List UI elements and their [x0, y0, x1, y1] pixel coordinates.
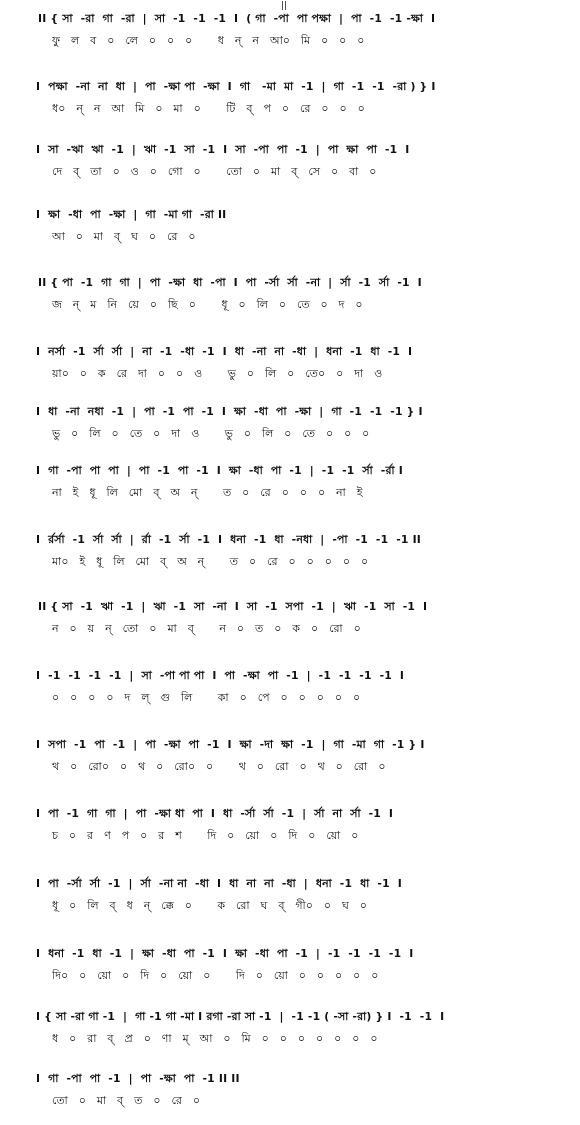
lyric-line: দি০ ০ য়ো ০ দি ০ য়ো ০ দি ০ য়ো ০ ০ ০ ০ ০ [52, 969, 379, 982]
swara-line: I { সা -রা গা -1 | গা -1 গা -মা I রগা -রা সা -1 | -1 -1 ( -সা -রা) } I -1 -1 I [36, 1010, 445, 1023]
lyric-line: ভু ০ লি ০ তে ০ দা ও ভু ০ লি ০ তে ০ ০ ০ [52, 427, 370, 440]
lyric-line: ধ০ ন্ ন আ মি ০ মা ০ টি ব্ প ০ রে ০ ০ ০ [52, 102, 365, 115]
swara-line: I সা -ঋা ঋা -1 | ঋা -1 সা -1 I সা -পা পা -1 | পা ক্ষা পা -1 I [36, 143, 410, 156]
lyric-line: তো ০ মা ব্ ত ০ রে ০ [52, 1094, 201, 1107]
swara-line: I পা -র্সা র্সা -1 | র্সা -না না -ধা I ধা না না -ধা | ধনা -1 ধা -1 I [36, 877, 402, 890]
lyric-line: মা০ ই ধূ লি মো ব্ অ ন্ ত ০ রে ০ ০ ০ ০ ০ [52, 555, 369, 568]
swara-line: I র্রর্সা -1 র্সা র্সা | র্রা -1 র্সা -1 I ধনা -1 ধা -নধা | -পা -1 -1 -1 II [36, 533, 422, 546]
lyric-line: জ ন্ ম নি য়ে ০ ছি ০ ধূ ০ লি ০ তে ০ দ ০ [52, 298, 363, 311]
swara-line: I -1 -1 -1 -1 | সা -পা পা পা I পা -ক্ষা পা -1 | -1 -1 -1 -1 I [36, 669, 405, 682]
swara-line: II { পা -1 গা গা | পা -ক্ষা ধা -পা I পা -র্সা র্সা -না | র্সা -1 র্সা -1 I [38, 276, 422, 289]
lyric-line: ন ০ য় ন্ তো ০ মা ব্ ন ০ ত ০ ক ০ রো ০ [52, 622, 361, 635]
swara-line: I গা -পা পা পা | পা -1 পা -1 I ক্ষা -ধা পা -1 | -1 -1 র্সা -র্রা I [36, 464, 403, 477]
lyric-line: আ ০ মা ব্ ঘ ০ রে ০ [52, 230, 196, 243]
lyric-line: ০ ০ ০ ০ দ ল্ গু লি কা ০ পে ০ ০ ০ ০ ০ [52, 691, 361, 704]
top-mark: || [281, 1, 288, 11]
lyric-line: থ ০ রো০ ০ থ ০ রো০ ০ থ ০ রো ০ থ ০ রো ০ [52, 760, 386, 773]
lyric-line: য়া০ ০ ক রে দা ০ ০ ও ভু ০ লি ০ তে০ ০ দা ও [52, 367, 383, 380]
swara-line: II { সা -1 ঋা -1 | ঋা -1 সা -না I সা -1 সপা -1 | ঋা -1 সা -1 I [38, 600, 428, 613]
lyric-line: ধ ০ রা ব্ প্র ০ ণা ম্ আ ০ মি ০ ০ ০ ০ ০ ০ ০ [52, 1032, 378, 1045]
lyric-line: দে ব্ তা ০ ও ০ গো ০ তো ০ মা ব্ সে ০ বা ০ [52, 165, 377, 178]
swara-line: II { সা -রা গা -রা | সা -1 -1 -1 I ( গা -পা পা পক্ষা | পা -1 -1 -ক্ষা I [38, 12, 436, 25]
lyric-line: চ ০ র ণ প ০ র শ দি ০ য়ো ০ দি ০ য়ো ০ [52, 829, 359, 842]
swara-line: I ধা -না নধা -1 | পা -1 পা -1 I ক্ষা -ধা পা -ক্ষা | গা -1 -1 -1 } I [36, 405, 423, 418]
lyric-line: ধূ ০ লি ব্ ধ ন্ ক্কে ০ ক রো ঘ ব্ গী০ ০ ঘ ০ [52, 899, 368, 912]
lyric-line: না ই ধূ লি মো ব্ অ ন্ ত ০ রে ০ ০ ০ না ই [52, 486, 363, 499]
swara-line: I গা -পা পা -1 | পা -ক্ষা পা -1 II II [36, 1072, 240, 1085]
swara-line: I পক্ষা -না না ধা | পা -ক্ষা পা -ক্ষা I গা -মা মা -1 | গা -1 -1 -রা ) } I [36, 80, 436, 93]
lyric-line: ফু ল ব ০ লে ০ ০ ০ ধ ন্ ন আ০ মি ০ ০ ০ [52, 34, 365, 47]
swara-line: I সপা -1 পা -1 | পা -ক্ষা পা -1 I ক্ষা -দা ক্ষা -1 | গা -মা গা -1 } I [36, 738, 425, 751]
swara-line: I পা -1 গা গা | পা -ক্ষা ধা পা I ধা -র্সা র্সা -1 | র্সা না র্সা -1 I [36, 807, 394, 820]
swara-line: I ধনা -1 ধা -1 | ক্ষা -ধা পা -1 I ক্ষা -ধা পা -1 | -1 -1 -1 -1 I [36, 947, 414, 960]
swara-line: I ক্ষা -ধা পা -ক্ষা | গা -মা গা -রা II [36, 208, 227, 221]
swara-line: I নর্সা -1 র্সা র্সা | না -1 -ধা -1 I ধা -না না -ধা | ধনা -1 ধা -1 I [36, 345, 413, 358]
